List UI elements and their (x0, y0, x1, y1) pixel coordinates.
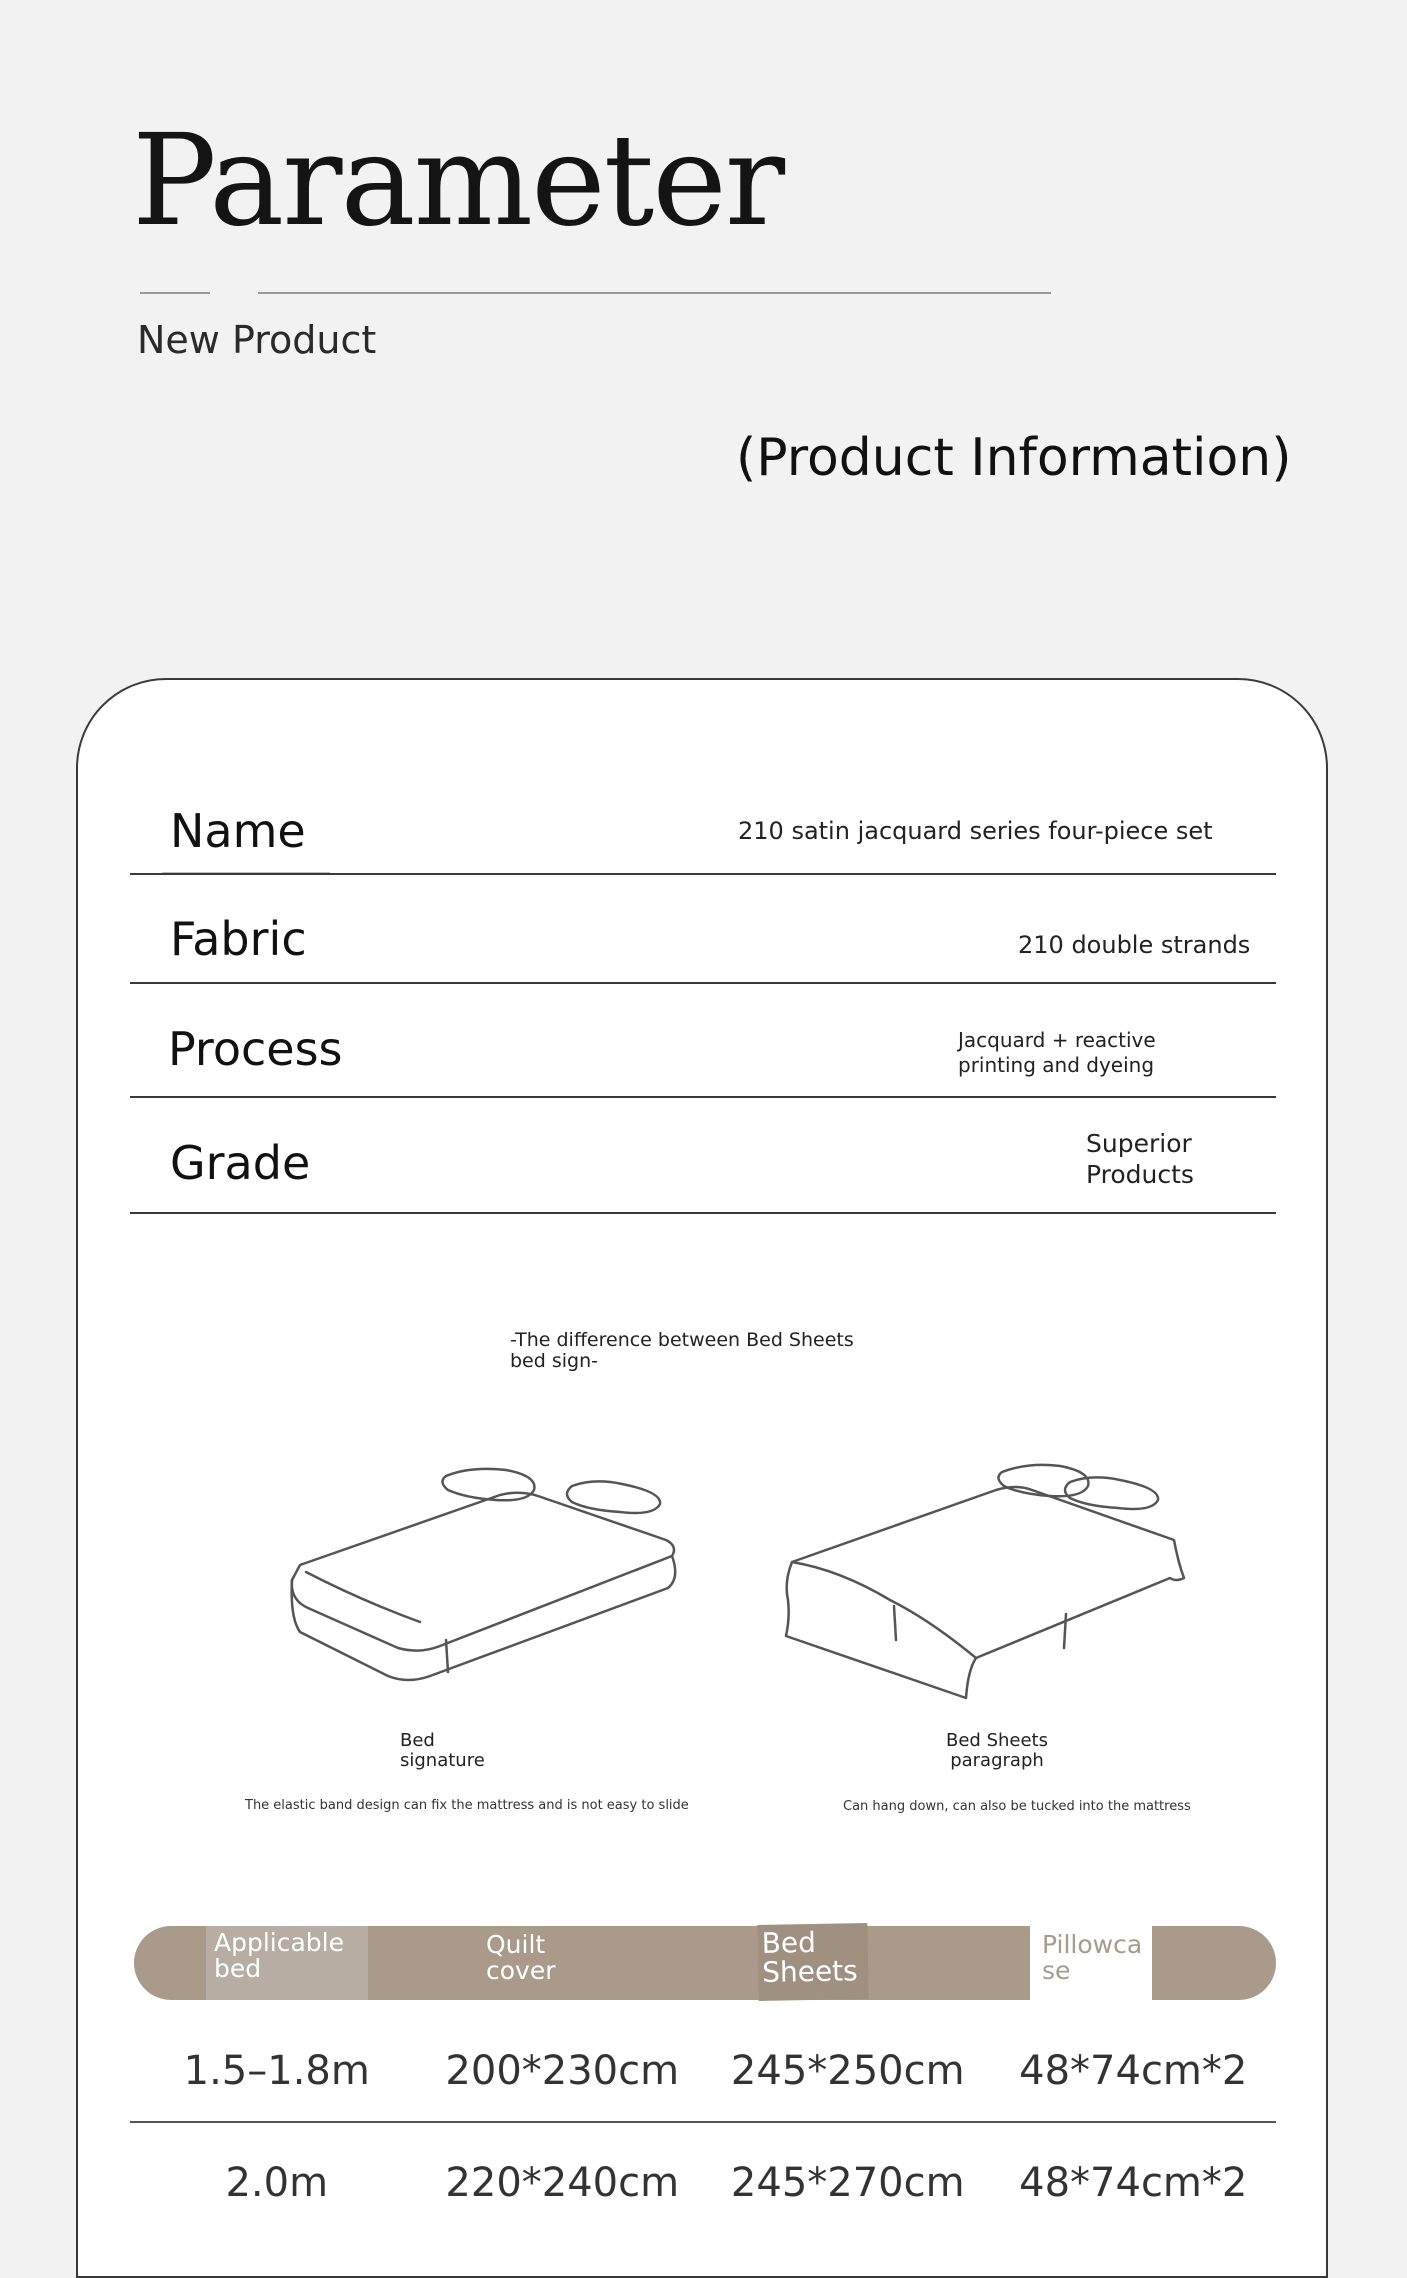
table-row (134, 2160, 1276, 2206)
spec-label-name: Name (170, 804, 306, 858)
difference-title: -The difference between Bed Sheets bed sign- (510, 1329, 854, 1372)
cell-bed-sheets: 245*270cm (730, 2160, 965, 2206)
header-pillowcase: Pillowcase (1030, 1926, 1152, 2000)
cell-quilt-cover: 200*230cm (445, 2048, 680, 2094)
spec-divider (130, 982, 1276, 984)
fitted-sheet-note: The elastic band design can fix the mattress and is not easy to slide (245, 1798, 689, 1813)
spec-value-fabric: 210 double strands (1018, 931, 1251, 959)
cell-pillowcase: 48*74cm*2 (1019, 2048, 1248, 2094)
table-divider (130, 2121, 1276, 2123)
title-divider-long (258, 292, 1051, 294)
header-bed-sheets: Bed Sheets (757, 1923, 868, 2001)
spec-label-grade: Grade (170, 1136, 311, 1190)
spec-divider (130, 1096, 1276, 1098)
spec-divider (130, 873, 1276, 875)
cell-bed-size: 1.5–1.8m (183, 2048, 370, 2094)
cell-bed-size: 2.0m (225, 2160, 329, 2206)
spec-divider (130, 1212, 1276, 1214)
spec-label-fabric: Fabric (170, 912, 307, 966)
section-heading: (Product Information) (736, 428, 1292, 488)
page-subtitle: New Product (137, 318, 377, 362)
spec-value-grade: Superior Products (1086, 1129, 1194, 1190)
header-applicable-bed: Applicable bed (206, 1926, 368, 2000)
title-divider-short (140, 292, 210, 294)
flat-sheet-note: Can hang down, can also be tucked into the mattress (843, 1799, 1191, 1814)
page-title: Parameter (132, 107, 784, 254)
spec-label-process: Process (168, 1022, 343, 1076)
table-row (134, 2048, 1276, 2094)
header-quilt-cover: Quilt cover (486, 1930, 556, 1986)
fitted-sheet-caption: Bed signature (400, 1730, 485, 1771)
cell-quilt-cover: 220*240cm (445, 2160, 680, 2206)
cell-pillowcase: 48*74cm*2 (1019, 2160, 1248, 2206)
flat-sheet-illustration (770, 1450, 1190, 1710)
flat-sheet-caption: Bed Sheets paragraph (946, 1730, 1048, 1771)
cell-bed-sheets: 245*250cm (730, 2048, 965, 2094)
spec-value-name: 210 satin jacquard series four-piece set (738, 817, 1213, 845)
spec-value-process: Jacquard + reactive printing and dyeing (958, 1028, 1156, 1077)
fitted-sheet-illustration (270, 1450, 690, 1690)
